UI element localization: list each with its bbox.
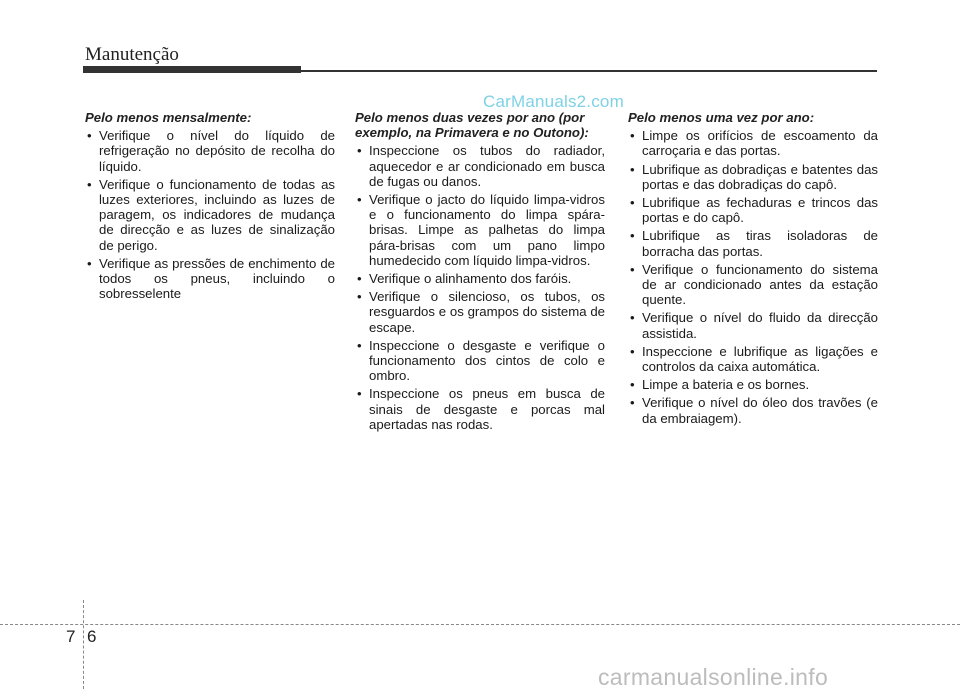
list-item: • Verifique o nível do fluido da direcção assistida. — [628, 310, 878, 340]
checklist — [355, 143, 605, 432]
column-yearly — [628, 110, 878, 429]
column-twice-yearly — [355, 110, 605, 435]
column-heading: Pelo menos mensalmente: — [85, 110, 252, 125]
list-item: • Lubrifique as dobradiças e batentes das portas e das dobradiças do capô. — [628, 162, 878, 192]
header-rule-thick — [83, 66, 301, 73]
list-item: • Limpe os orifícios de escoamento da carroçaria e das portas. — [628, 128, 878, 158]
list-item: • Limpe a bateria e os bornes. — [628, 377, 878, 392]
list-item: • Verifique o alinhamento dos faróis. — [355, 271, 605, 286]
list-item: • Verifique o funcionamento do sistema de ar condicionado antes da estação quente. — [628, 262, 878, 308]
column-heading: Pelo menos duas vezes por ano (por exemplo, na Primavera e no Outono): — [355, 110, 589, 141]
footer-dashed-rule — [0, 624, 960, 625]
list-item: • Inspeccione o desgaste e verifique o funcionamento dos cintos de colo e ombro. — [355, 338, 605, 384]
list-item: • Verifique o jacto do líquido limpa-vidros e o funcionamento do limpa spára-brisas. Limpe as palhetas do limpa pára-brisas com um pano limpo humedecido com líquido limpa-vidros. — [355, 192, 605, 268]
list-item: • Lubrifique as tiras isoladoras de borracha das portas. — [628, 228, 878, 258]
watermark-link[interactable]: CarManuals2.com — [483, 92, 624, 111]
list-item: • Verifique o silencioso, os tubos, os resguardos e os grampos do sistema de escape. — [355, 289, 605, 335]
checklist — [628, 128, 878, 426]
checklist — [85, 128, 335, 301]
list-item: • Verifique o nível do líquido de refrigeração no depósito de recolha do líquido. — [85, 128, 335, 174]
page-number: 6 — [87, 627, 97, 646]
list-item: • Inspeccione os tubos do radiador, aquecedor e ar condicionado em busca de fugas ou danos. — [355, 143, 605, 189]
footer-watermark: carmanualsonline.info — [598, 664, 829, 690]
header-rule-thin — [301, 70, 877, 72]
chapter-number: 7 — [66, 627, 76, 646]
list-item: • Inspeccione os pneus em busca de sinais de desgaste e porcas mal apertadas nas rodas. — [355, 386, 605, 432]
list-item: • Lubrifique as fechaduras e trincos das portas e do capô. — [628, 195, 878, 225]
list-item: • Verifique o funcionamento de todas as luzes exteriores, incluindo as luzes de paragem, os indicadores de mudança de direcção e as luzes de sinalização de perigo. — [85, 177, 335, 253]
list-item: • Verifique o nível do óleo dos travões (e da embraiagem). — [628, 395, 878, 425]
section-title: Manutenção — [85, 44, 179, 65]
footer-dashed-divider — [83, 600, 84, 689]
column-monthly — [85, 110, 335, 304]
column-heading: Pelo menos uma vez por ano: — [628, 110, 815, 125]
list-item: • Verifique as pressões de enchimento de todos os pneus, incluindo o sobresselente — [85, 256, 335, 302]
list-item: • Inspeccione e lubrifique as ligações e controlos da caixa automática. — [628, 344, 878, 374]
